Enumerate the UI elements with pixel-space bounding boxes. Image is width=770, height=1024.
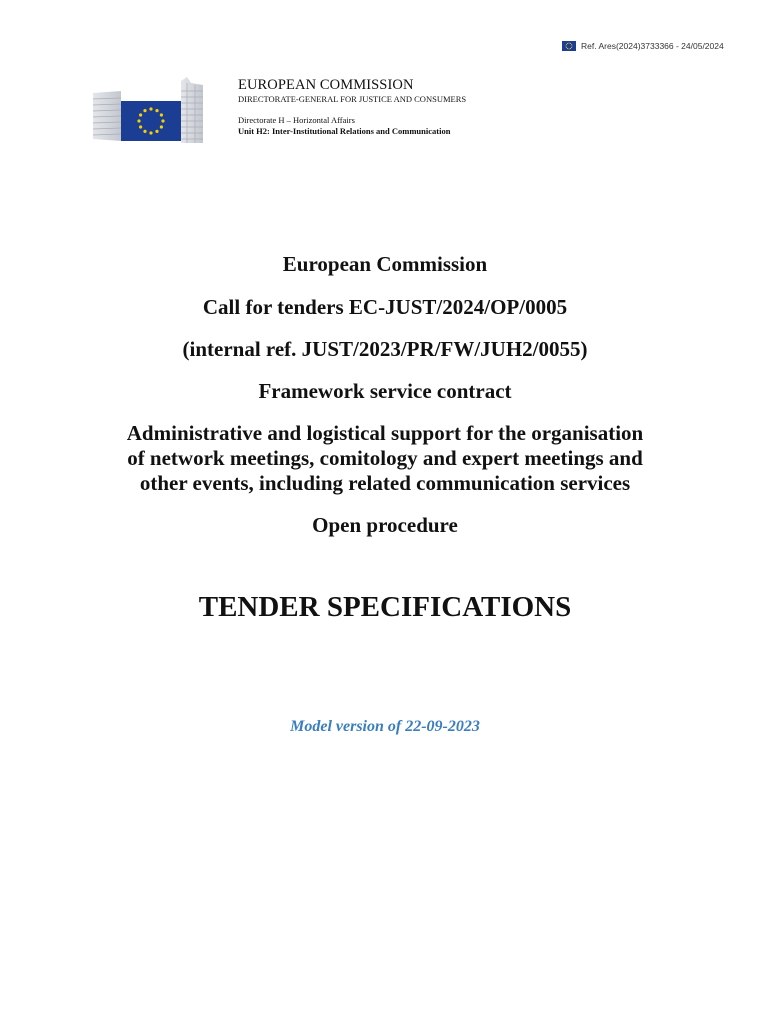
subject-line: of network meetings, comitology and expert meetings and: [127, 446, 643, 470]
ares-reference-text: Ref. Ares(2024)3733366 - 24/05/2024: [581, 41, 724, 51]
directorate-name: Directorate H – Horizontal Affairs: [238, 115, 355, 125]
letterhead: [238, 77, 466, 137]
contract-type: Framework service contract: [258, 379, 512, 403]
issuer-title: European Commission: [282, 252, 488, 276]
call-for-tenders-title: Call for tenders EC-JUST/2024/OP/0005: [202, 295, 568, 319]
model-version: Model version of 22-09-2023: [290, 718, 480, 735]
procedure-type: Open procedure: [312, 513, 458, 537]
subject-line: Administrative and logistical support for the organisation: [126, 421, 644, 445]
european-commission-logo: [91, 73, 217, 145]
directorate-general-name: DIRECTORATE-GENERAL FOR JUSTICE AND CONSUMERS: [238, 94, 467, 104]
internal-reference: (internal ref. JUST/2023/PR/FW/JUH2/0055): [182, 337, 588, 361]
eu-flag-icon: [562, 41, 576, 51]
organisation-name: EUROPEAN COMMISSION: [238, 77, 414, 93]
contract-subject: [0, 421, 770, 496]
ares-reference: [562, 41, 724, 51]
unit-name: Unit H2: Inter-Institutional Relations and Communication: [238, 126, 451, 136]
subject-line: other events, including related communication services: [139, 471, 631, 495]
document-title: TENDER SPECIFICATIONS: [198, 591, 572, 623]
